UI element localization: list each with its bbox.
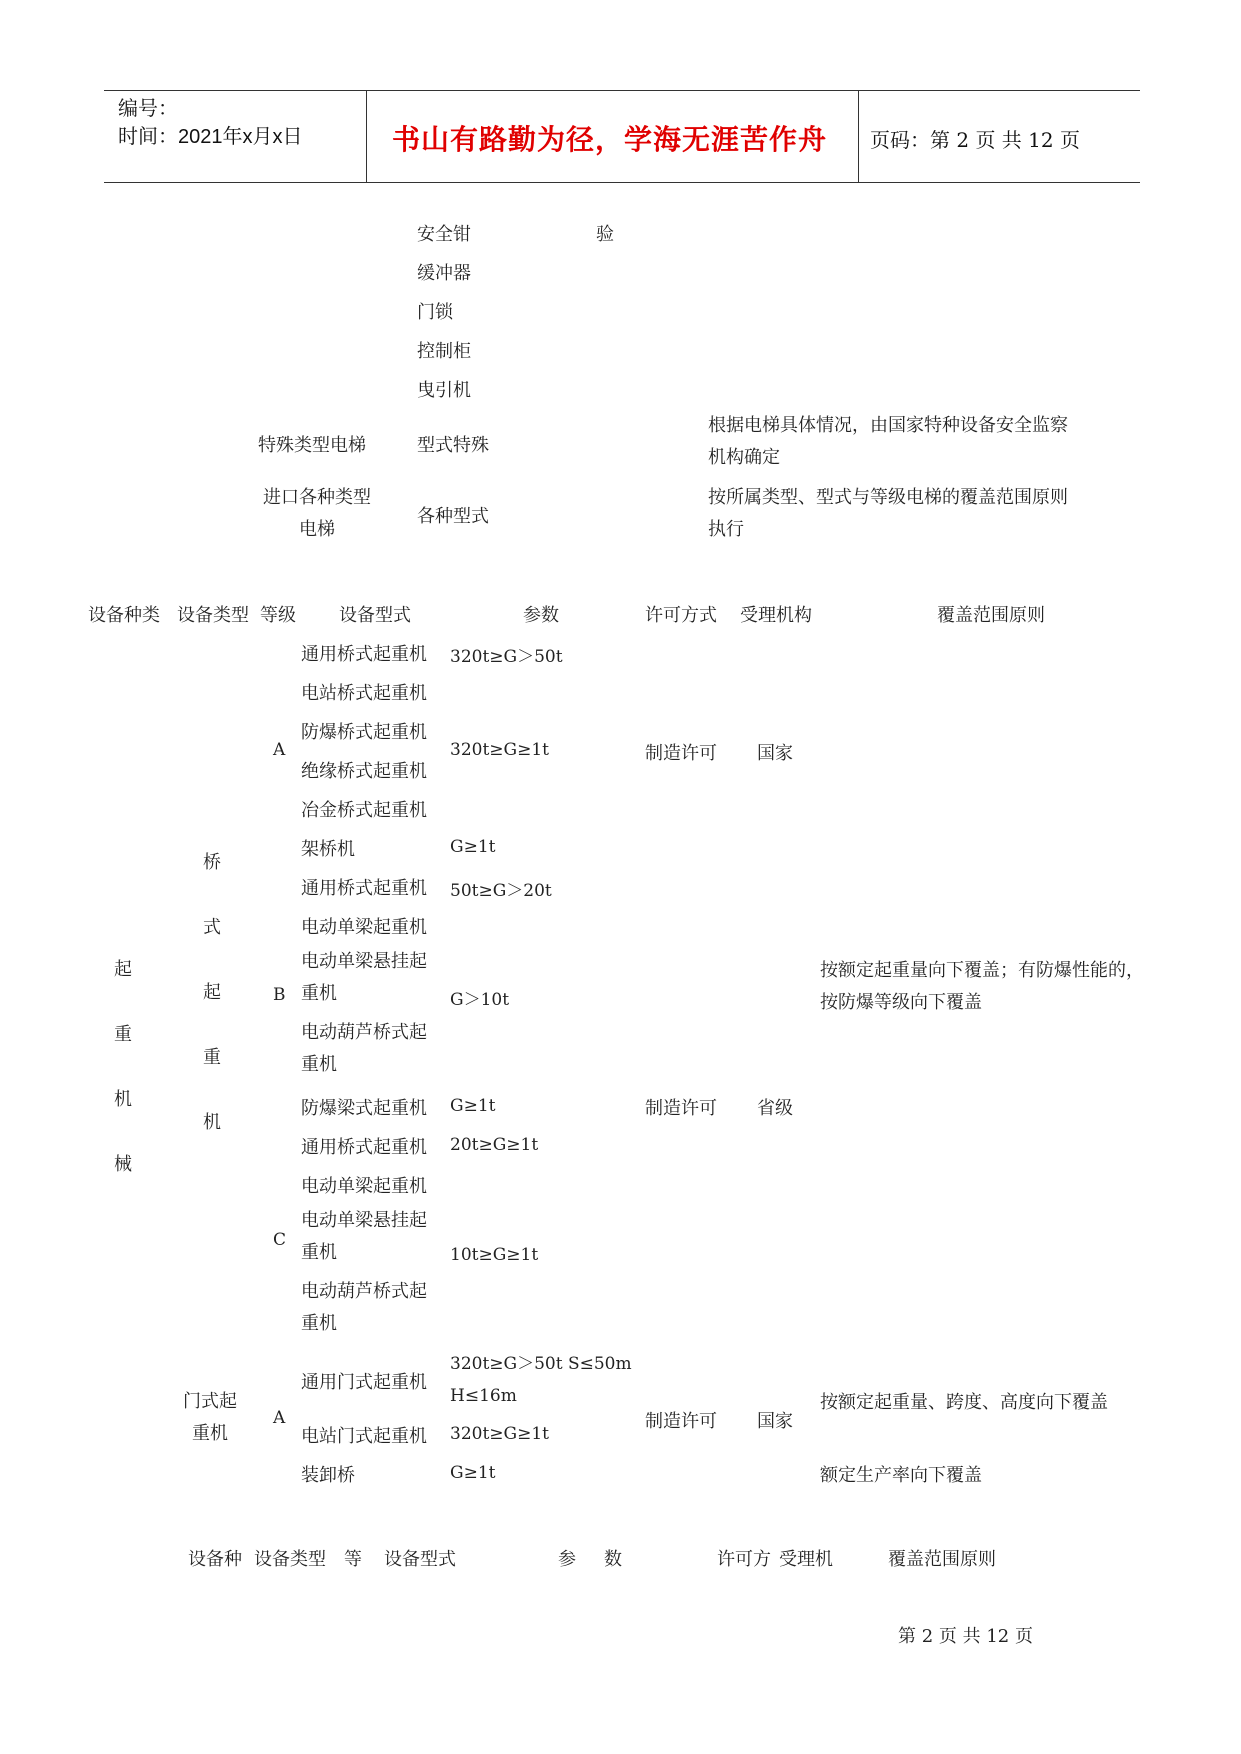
elevator-component-note: 验 [596,224,614,245]
bottom-header: 覆盖范围原则 [888,1549,996,1570]
bottom-header: 设备类型 [254,1549,326,1570]
grade-c: C [273,1230,287,1250]
bridge-type-char: 起 [203,982,221,1003]
gantry-authority: 国家 [757,1411,793,1432]
elevator-component: 控制柜 [417,341,471,362]
crane-param: 20t≥G≥1t [450,1135,539,1155]
authority-national: 国家 [757,743,793,764]
bottom-header: 许可方 [717,1549,771,1570]
grade-a: A [273,740,286,760]
elevator-component: 安全钳 [417,224,471,245]
crane-model: 通用桥式起重机 [301,644,427,665]
time-label: 时间：2021年x月x日 [118,126,303,148]
crane-param: 50t≥G＞20t [450,881,552,901]
bottom-header: 等 [344,1549,362,1570]
col-header-license: 许可方式 [645,605,717,626]
serial-label: 编号： [118,98,178,120]
import-elevator-rule: 按所属类型、型式与等级电梯的覆盖范围原则执行 [708,487,1068,540]
bridge-type-char: 重 [203,1047,221,1068]
crane-model: 电动单梁起重机 [301,1176,427,1197]
crane-param: 320t≥G≥1t [450,740,549,760]
special-elevator-type: 特殊类型电梯 [258,435,366,456]
bottom-header: 设备型式 [384,1549,456,1570]
bottom-header: 参 [558,1549,576,1570]
crane-param: G≥1t [450,837,496,857]
gantry-coverage-rule: 按额定起重量、跨度、高度向下覆盖 [820,1392,1108,1413]
bottom-header: 设备种 [188,1549,242,1570]
crane-model: 电站桥式起重机 [301,683,427,704]
gantry-model: 电站门式起重机 [301,1426,427,1447]
bridge-type-char: 式 [203,917,221,938]
bottom-header: 数 [604,1549,622,1570]
special-elevator-model: 型式特殊 [417,435,489,456]
col-header-authority: 受理机构 [740,605,812,626]
header-bottom-rule [104,182,1140,183]
header-top-rule [104,90,1140,91]
special-elevator-rule: 根据电梯具体情况，由国家特种设备安全监察机构确定 [708,415,1068,468]
crane-model: 防爆梁式起重机 [301,1098,427,1119]
grade-b: B [273,985,286,1005]
header-divider-right [858,90,859,182]
gantry-license: 制造许可 [645,1411,717,1432]
crane-model: 架桥机 [301,839,355,860]
crane-param: G≥1t [450,1096,496,1116]
footer-page-number: 第 2 页 共 12 页 [898,1626,1033,1647]
crane-model: 通用桥式起重机 [301,1137,427,1158]
header-divider-left [366,90,367,182]
import-elevator-model: 各种型式 [417,506,489,527]
col-header-param: 参数 [523,605,559,626]
bridge-type-char: 机 [203,1112,221,1133]
crane-model: 冶金桥式起重机 [301,800,427,821]
license-provincial: 制造许可 [645,1098,717,1119]
gantry-model: 装卸桥 [301,1465,355,1486]
elevator-component: 门锁 [417,302,453,323]
col-header-type: 设备类型 [177,605,249,626]
gantry-model: 通用门式起重机 [301,1372,427,1393]
crane-model: 电动单梁悬挂起重机 [301,1210,427,1263]
crane-model: 通用桥式起重机 [301,878,427,899]
authority-provincial: 省级 [757,1098,793,1119]
crane-model: 电动单梁悬挂起重机 [301,951,427,1004]
gantry-param: 320t≥G≥1t [450,1424,549,1444]
col-header-category: 设备种类 [88,605,160,626]
category-char: 重 [114,1024,132,1045]
col-header-grade: 等级 [260,605,296,626]
crane-model: 电动单梁起重机 [301,917,427,938]
crane-param: 320t≥G＞50t [450,647,563,667]
crane-model: 电动葫芦桥式起重机 [301,1281,427,1334]
bottom-header: 受理机 [779,1549,833,1570]
gantry-type: 门式起重机 [183,1391,237,1444]
gantry-grade: A [273,1408,286,1428]
category-char: 起 [114,959,132,980]
crane-param: G＞10t [450,990,510,1010]
loader-coverage-rule: 额定生产率向下覆盖 [820,1465,982,1486]
gantry-param: G≥1t [450,1463,496,1483]
import-elevator-type: 进口各种类型电梯 [263,487,371,540]
gantry-param: 320t≥G＞50t S≤50m H≤16m [450,1354,632,1406]
header-motto: 书山有路勤为径，学海无涯苦作舟 [392,123,828,156]
elevator-component: 曳引机 [417,380,471,401]
col-header-model: 设备型式 [339,605,411,626]
col-header-coverage: 覆盖范围原则 [937,605,1045,626]
category-char: 机 [114,1089,132,1110]
license-national: 制造许可 [645,743,717,764]
bridge-type-char: 桥 [203,852,221,873]
category-char: 械 [114,1154,132,1175]
bridge-coverage-rule: 按额定起重量向下覆盖；有防爆性能的，按防爆等级向下覆盖 [820,960,1144,1013]
header-page-label: 页码：第 2 页 共 12 页 [870,128,1080,152]
crane-model: 电动葫芦桥式起重机 [301,1022,427,1075]
crane-param: 10t≥G≥1t [450,1245,539,1265]
elevator-component: 缓冲器 [417,263,471,284]
crane-model: 绝缘桥式起重机 [301,761,427,782]
crane-model: 防爆桥式起重机 [301,722,427,743]
